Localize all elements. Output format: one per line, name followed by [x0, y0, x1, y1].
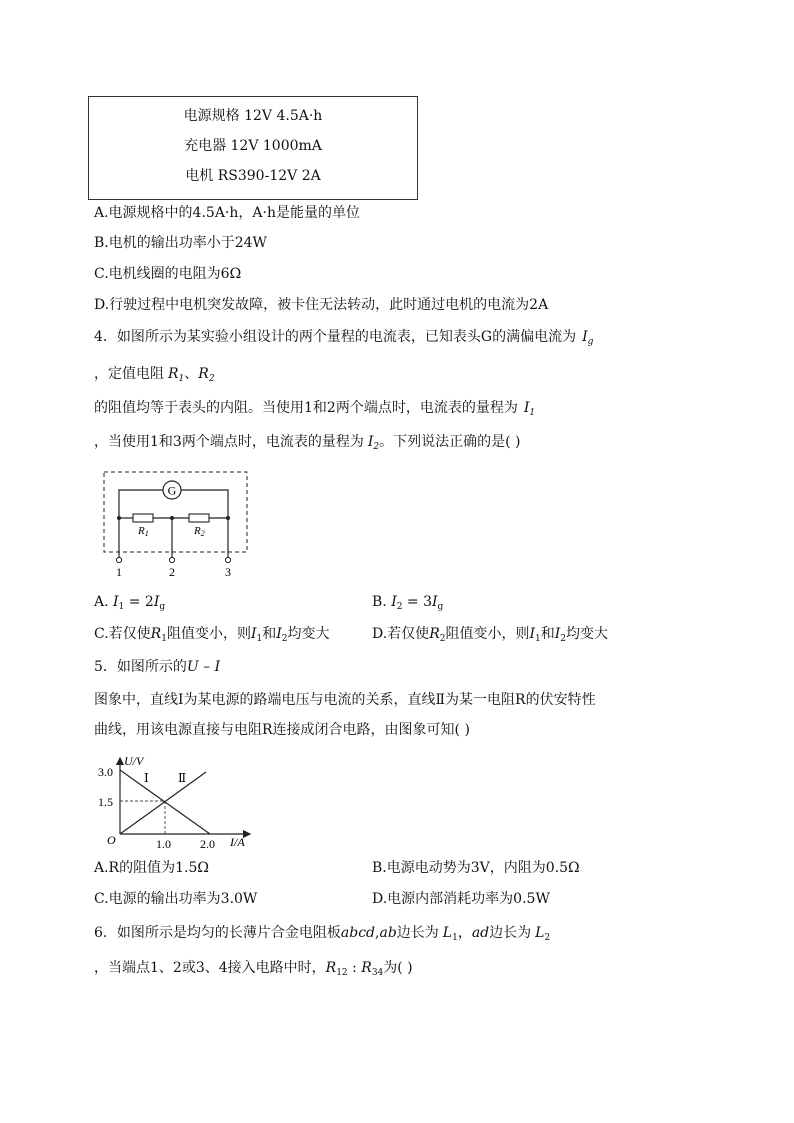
q4-a-s1: 1 [118, 602, 125, 612]
r1-label [137, 525, 149, 538]
q4-c-s3: 2 [281, 634, 288, 644]
q4-b-s1: 2 [396, 602, 403, 612]
q4-c-s1: 1 [161, 634, 167, 644]
q6-text2: 边长为 [396, 925, 439, 941]
q4-c-t3: 均变大 [287, 626, 330, 642]
terminal-1-icon [116, 557, 121, 562]
q4-b-s2: g [437, 602, 444, 612]
terminal-1-label: 1 [116, 565, 122, 579]
x-axis-label: I/A [230, 835, 245, 849]
q4-option-d [372, 624, 608, 649]
q4-c-v3: I [276, 626, 282, 642]
q4-R2-symbol [198, 366, 214, 382]
r2-label-sub: 2 [200, 529, 205, 538]
terminal-2-label: 2 [169, 565, 175, 579]
q6-stem-text2: ，当端点1、2或3、4接入电路中时， [94, 960, 326, 976]
q4-stem-line1 [94, 327, 593, 352]
q5-option-d: D.电源内部消耗功率为0.5W [372, 891, 550, 907]
q6-L2-var: L [535, 925, 545, 941]
q3-option-a: A.电源规格中的4.5A·h，A·h是能量的单位 [94, 205, 360, 221]
q4-stem-line2 [94, 364, 215, 389]
q4-c-prefix: C.若仅使 [94, 626, 151, 642]
q4-d-s3: 2 [560, 634, 566, 644]
q4-d-s2: 1 [535, 634, 541, 644]
spec-table-box [88, 96, 418, 200]
r1-label-sub: 1 [144, 529, 149, 538]
q4-b-v1: I [391, 594, 397, 610]
q4-b-mid: = 3 [402, 594, 433, 610]
q4-d-v1: R [429, 626, 440, 642]
q6-R34-var: R [361, 960, 372, 976]
q4-I2-symbol [368, 434, 379, 450]
q6-L1-var: L [442, 925, 453, 941]
q4-R1-symbol [168, 366, 184, 382]
q6-R34-sub: 34 [371, 968, 384, 978]
q6-ab: ab [379, 925, 397, 941]
q4-d-v2: I [529, 626, 535, 642]
q6-abcd: abcd [340, 925, 376, 941]
q6-stem-line2 [94, 958, 413, 983]
q4-d-prefix: D.若仅使 [372, 626, 430, 642]
q4-I1-symbol [524, 400, 535, 416]
q6-stem-line1 [94, 923, 550, 948]
q4-option-b [372, 592, 443, 617]
q4-b-v2: I [432, 594, 438, 610]
q4-b-prefix: B. [372, 594, 392, 610]
q4-c-t2: 和 [262, 626, 277, 642]
y-tick-mid: 1.5 [98, 795, 113, 809]
q4-option-c [94, 624, 329, 649]
q4-stem-text4a: ，当使用1和3两个端点时，电流表的量程为 [94, 434, 364, 450]
q3-option-b: B.电机的输出功率小于24W [94, 235, 267, 251]
q4-a-prefix: A. [94, 594, 114, 610]
q4-d-t3: 均变大 [566, 626, 608, 642]
q6-colon: : [347, 960, 362, 976]
q5-stem-line1 [94, 657, 220, 677]
q4-option-a [94, 592, 165, 617]
q4-circuit-diagram [96, 466, 256, 582]
q4-a-mid: = 2 [124, 594, 154, 610]
q5-ui-graph [96, 752, 266, 854]
q4-c-v1: R [150, 626, 162, 642]
line-II-label: Ⅱ [178, 771, 187, 785]
q5-stem-line2: 图象中，直线Ⅰ为某电源的路端电压与电流的关系，直线Ⅱ为某一电阻R的伏安特性 [94, 692, 596, 708]
spec-charger: 充电器 12V 1000mA [184, 138, 322, 154]
q6-L2-sub: 2 [544, 933, 551, 943]
q5-stem-text1: 5．如图所示的 [94, 659, 187, 675]
terminal-3-icon [225, 557, 230, 562]
terminal-2-icon [169, 557, 174, 562]
q6-R12-var: R [325, 960, 337, 976]
resistor-r1-icon [133, 514, 153, 522]
q4-stem-text4b: 。下列说法正确的是( ) [379, 434, 521, 450]
q4-d-t2: 和 [540, 626, 555, 642]
q4-d-s1: 2 [439, 634, 446, 644]
r2-label [193, 525, 205, 538]
q6-L1-sub: 1 [452, 933, 458, 943]
x-tick-end: 2.0 [200, 837, 215, 851]
q4-I1-sub: 1 [529, 408, 536, 418]
q4-c-v2: I [250, 626, 257, 642]
x-tick-mid: 1.0 [156, 837, 171, 851]
origin-label: O [107, 833, 116, 847]
q6-text3: 边长为 [489, 925, 532, 941]
q4-stem-text1: 4．如图所示为某实验小组设计的两个量程的电流表，已知表头G的满偏电流为 [94, 329, 577, 345]
q6-R12-sub: 12 [336, 968, 348, 978]
spec-motor: 电机 RS390-12V 2A [185, 168, 321, 184]
q6-stem-text1: 6．如图所示是均匀的长薄片合金电阻板 [94, 925, 341, 941]
q4-stem-text3: 的阻值均等于表头的内阻。当使用1和2两个端点时，电流表的量程为 [94, 400, 518, 416]
q4-stem-line4 [94, 432, 520, 457]
q5-stem-line3: 曲线，用该电源直接与电阻R连接成闭合电路，由图象可知( ) [94, 722, 470, 738]
q5-option-c: C.电源的输出功率为3.0W [94, 891, 258, 907]
q5-option-b: B.电源电动势为3V，内阻为0.5Ω [372, 860, 580, 876]
q4-a-v1: I [113, 594, 119, 610]
q4-d-v3: I [554, 626, 561, 642]
q4-Ig-var: I [582, 329, 588, 345]
q3-option-c: C.电机线圈的电阻为6Ω [94, 266, 242, 282]
r1-label-var: R [138, 525, 145, 537]
q5-option-a: A.R的阻值为1.5Ω [94, 860, 209, 876]
q4-d-t1: 阻值变小，则 [445, 626, 530, 642]
q4-stem-line3 [94, 398, 535, 423]
q6-end: 为( ) [383, 960, 413, 976]
q4-R1-sub: 1 [178, 374, 185, 384]
q4-c-t1: 阻值变小，则 [166, 626, 251, 642]
line-I-label: Ⅰ [144, 771, 149, 785]
q4-a-v2: I [153, 594, 160, 610]
line-II [120, 772, 206, 834]
q4-a-s2: g [159, 602, 166, 612]
q3-option-d: D.行驶过程中电机突发故障，被卡住无法转动，此时通过电机的电流为2A [94, 297, 549, 313]
q4-Ig-symbol [582, 329, 593, 345]
q6-comma2: ， [457, 925, 472, 941]
q4-I2-var: I [367, 434, 374, 450]
galvanometer-label: G [167, 483, 177, 498]
q6-ad: ad [471, 925, 490, 941]
q4-I1-var: I [523, 400, 530, 416]
resistor-r2-icon [189, 514, 209, 522]
y-tick-top: 3.0 [98, 765, 113, 779]
q4-stem-text2: ，定值电阻 [94, 366, 164, 382]
q4-R2-var: R [198, 366, 209, 382]
q4-c-s2: 1 [256, 634, 263, 644]
q4-I2-sub: 2 [373, 442, 380, 452]
q4-R1-var: R [168, 366, 179, 382]
r2-label-var: R [194, 525, 201, 537]
q4-sep: 、 [184, 366, 199, 382]
q6-comma: , [375, 925, 380, 941]
q5-ui-math: U – I [186, 659, 221, 675]
terminal-3-label: 3 [225, 565, 231, 579]
spec-power-source: 电源规格 12V 4.5A·h [183, 108, 323, 124]
q4-Ig-sub: g [587, 337, 594, 347]
y-axis-label: U/V [124, 754, 144, 768]
q4-R2-sub: 2 [208, 374, 215, 384]
